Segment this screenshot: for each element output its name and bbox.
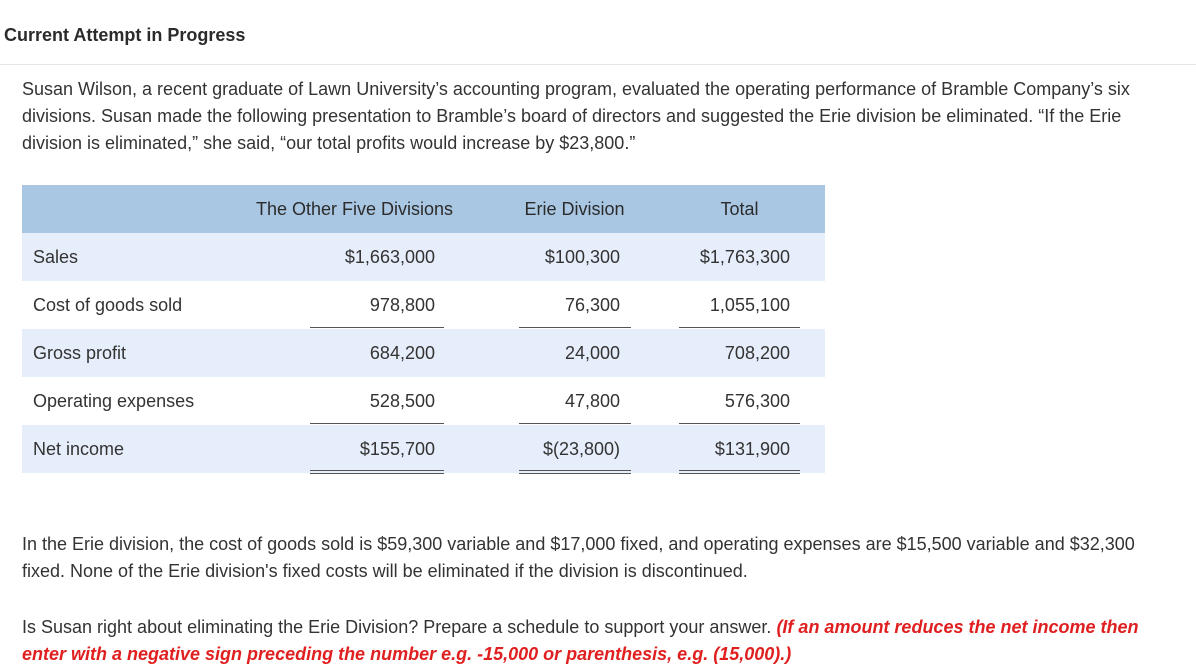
cell-erie: 76,300 [564,295,620,315]
table-row-gross-profit [22,329,825,377]
cell-other: 684,200 [369,343,435,363]
underline-erie [519,327,631,328]
row-label: Sales [33,247,79,267]
double-underline-other-2 [310,473,444,474]
underline-other [310,327,444,328]
col-header-erie-division: Erie Division [524,199,625,219]
row-label: Net income [33,439,125,459]
table-row-operating-expenses [22,377,825,425]
underline-erie [519,423,631,424]
col-header-total: Total [720,199,759,219]
double-underline-total-2 [679,473,800,474]
double-underline-other-1 [310,470,444,471]
question-paragraph [22,614,1182,668]
table-row-cogs [22,281,825,329]
question-text: Is Susan right about eliminating the Erie Division? Prepare a schedule to support your answer. [22,617,772,637]
cell-other: $1,663,000 [344,247,435,267]
problem-intro: Susan Wilson, a recent graduate of Lawn University’s accounting program, evaluated the operating performance of Bramble Company’s six divisions. Susan made the following presentation to Bramble’s board of directors and suggested the Erie division be eliminated. “If the Erie division is eliminated,” she said, “our total profits would increase by $23,800.” [22,79,1130,153]
attempt-header [0,0,1196,65]
row-label: Operating expenses [33,391,195,411]
cell-erie: $(23,800) [542,439,620,459]
underline-total [679,423,800,424]
table-row-sales [22,233,825,281]
division-income-table [22,185,825,475]
cell-erie: $100,300 [544,247,620,267]
cell-total: 576,300 [724,391,790,411]
cell-other: 528,500 [369,391,435,411]
table-row-net-income [22,425,825,473]
cell-other: $155,700 [359,439,435,459]
answer-format-instruction: (If an amount reduces the net income then enter with a negative sign preceding the number e.g. -15,000 or parenthesis, e.g. (15,000).) [22,617,1139,664]
underline-total [679,327,800,328]
erie-cost-breakdown: In the Erie division, the cost of goods sold is $59,300 variable and $17,000 fixed, and operating expenses are $15,500 variable and $32,300 fixed. None of the Erie division's fixed costs will be eliminated if the division is discontinued. [22,534,1135,581]
cell-other: 978,800 [369,295,435,315]
col-header-other-divisions: The Other Five Divisions [255,199,454,219]
underline-other [310,423,444,424]
cell-total: $1,763,300 [699,247,790,267]
cell-total: $131,900 [714,439,790,459]
cell-erie: 47,800 [564,391,620,411]
row-label: Gross profit [33,343,127,363]
table-header-row [22,185,825,233]
cell-total: 1,055,100 [709,295,790,315]
cell-erie: 24,000 [564,343,620,363]
attempt-status-title: Current Attempt in Progress [4,25,246,45]
double-underline-erie-2 [519,473,631,474]
cell-total: 708,200 [724,343,790,363]
double-underline-erie-1 [519,470,631,471]
double-underline-total-1 [679,470,800,471]
row-label: Cost of goods sold [33,295,183,315]
